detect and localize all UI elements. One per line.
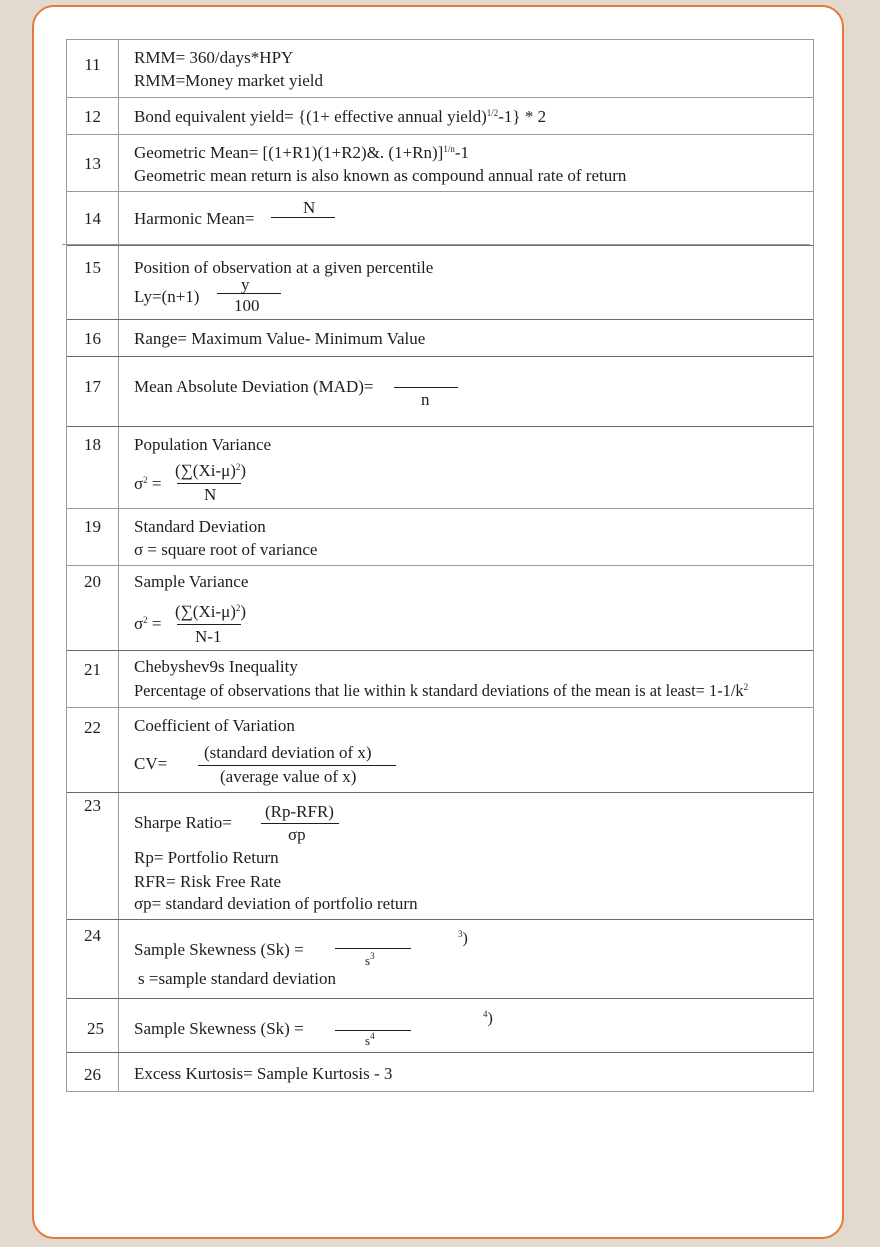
formula-text: RMM=Money market yield [134,71,324,90]
formula-table [66,39,814,1092]
formula-label: CV= [134,754,168,773]
formula-label: Sharpe Ratio= [134,813,232,832]
formula-text: Excess Kurtosis= Sample Kurtosis - 3 [134,1064,393,1083]
row-number: 23 [84,796,101,815]
fraction-numerator: N [303,198,316,217]
formula-text: Coefficient of Variation [134,716,295,735]
table-row [67,356,813,426]
row-number: 24 [84,926,101,945]
row-number: 13 [84,154,101,173]
formula-text: RFR= Risk Free Rate [134,872,282,891]
fraction-numerator: $(\sum(Xi-\mu)^2)$ [175,461,247,480]
formula-text: σ = square root of variance [134,540,318,559]
formula-label: Harmonic Mean= [134,209,255,228]
fraction-bar [198,765,396,766]
formula-label: Sample Skewness (Sk) = [134,1019,304,1038]
formula-text: s =sample standard deviation [138,969,336,988]
formula-fragment: $^4$) [483,1009,493,1027]
row-number: 11 [84,55,101,74]
formula-label: Mean Absolute Deviation (MAD)= [134,377,374,396]
fraction-bar [217,293,281,294]
row-number: 18 [84,435,101,454]
fraction-bar [394,387,458,388]
fraction-denominator: (average value of x) [220,767,357,786]
table-row [67,40,813,97]
table-row [67,919,813,998]
fraction-denominator: $s^4$ [365,1031,375,1048]
table-divider [62,244,810,245]
row-number: 26 [84,1065,101,1084]
fraction-denominator: σp [288,825,306,844]
fraction-numerator: (Rp-RFR) [265,802,334,821]
fraction-bar [177,483,241,484]
table-row [67,508,813,565]
row-number: 16 [84,329,101,348]
formula-text: σp= standard deviation of portfolio return [134,894,418,913]
row-number: 22 [84,718,101,737]
fraction-denominator: N [204,485,217,504]
formula-text: Range= Maximum Value- Minimum Value [134,329,426,348]
fraction-numerator: $(\sum(Xi-\mu)^2)$ [175,602,247,621]
formula-text: Chebyshev9s Inequality [134,657,298,676]
fraction-bar [271,217,335,218]
formula-text: Population Variance [134,435,272,454]
table-row [67,97,813,134]
table-row [67,565,813,650]
row-number: 19 [84,517,101,536]
formula-text: Geometric mean return is also known as compound annual rate of return [134,166,627,185]
formula-fragment: $^3$) [458,929,468,947]
formula-text: Rp= Portfolio Return [134,848,279,867]
row-number: 14 [84,209,101,228]
formula-label: Sample Skewness (Sk) = [134,940,304,959]
table-row [67,707,813,792]
fraction-bar [177,624,241,625]
fraction-bar [335,948,411,949]
formula-text: Geometric Mean= [(1+R1)(1+R2)&. (1+Rn)]$^{1/n}$-1 [134,143,470,162]
fraction-bar [261,823,339,824]
formula-label: $\sigma^2$ = [134,614,162,633]
row-number: 12 [84,107,101,126]
fraction-denominator: 100 [234,296,260,315]
formula-text: RMM= 360/days*HPY [134,48,294,67]
row-number: 25 [87,1019,104,1038]
fraction-denominator: N-1 [195,627,222,646]
formula-text: Sample Variance [134,572,249,591]
table-row [67,1052,813,1091]
table-row [67,792,813,919]
row-number: 17 [84,377,101,396]
fraction-numerator: (standard deviation of x) [204,743,372,762]
formula-label: Ly=(n+1) [134,287,200,306]
row-number: 20 [84,572,101,591]
table-row [67,426,813,508]
table-row [67,319,813,356]
formula-text: Bond equivalent yield= {(1+ effective annual yield)$^{1/2}$-1} * 2 [134,107,547,126]
table-row [67,134,813,191]
row-number: 15 [84,258,101,277]
fraction-denominator: $s^3$ [365,951,375,968]
table-row [67,650,813,707]
fraction-numerator: y [241,275,250,294]
formula-label: $\sigma^2$ = [134,474,162,493]
formula-text: Position of observation at a given percentile [134,258,434,277]
table-row [67,245,813,319]
table-row [67,998,813,1052]
row-number: 21 [84,660,101,679]
table-row [67,191,813,245]
formula-text: Percentage of observations that lie within k standard deviations of the mean is at least= $1-1/k^2$ [134,681,749,700]
formula-text: Standard Deviation [134,517,266,536]
fraction-denominator: n [421,390,430,409]
